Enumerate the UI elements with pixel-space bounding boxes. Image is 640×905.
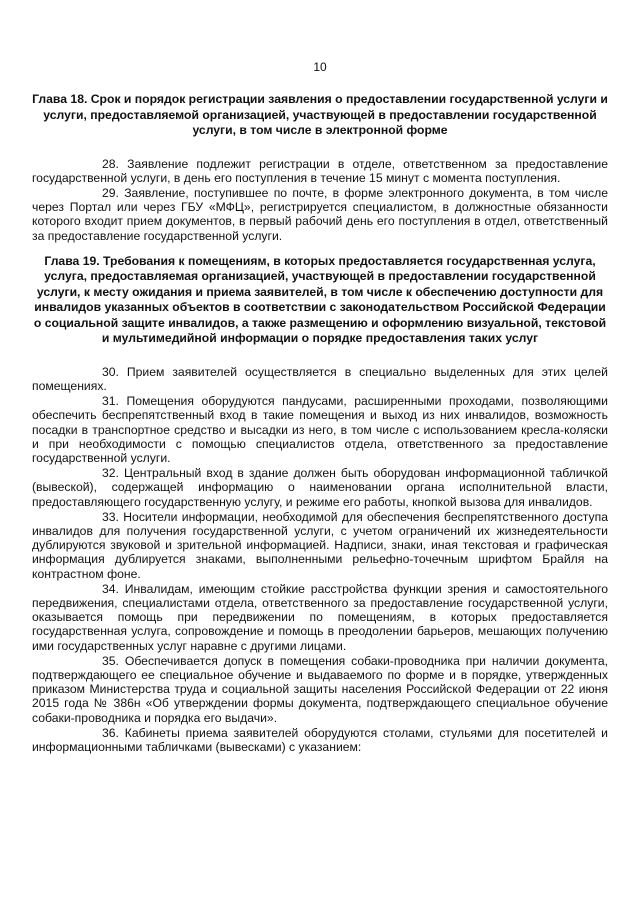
paragraph-29: 29. Заявление, поступившее по почте, в форме электронного документа, в том числе через Портал или через ГБУ «МФЦ», регистрируется специалистом, в должностные обязанности которого входит прием документов, в первый рабочий день его поступления в отдел, ответственный за предоставление государственной услуги.	[32, 185, 608, 243]
paragraph-35: 35. Обеспечивается допуск в помещения собаки-проводника при наличии документа, подтверждающего ее специальное обучение и выдаваемого по форме и в порядке, утвержденных приказом Министерства труда и социальной защиты населения Российской Федерации от 22 июня 2015 года № 386н «Об утверждении формы документа, подтверждающего специальное обучение собаки-проводника и порядка его выдачи».	[32, 653, 608, 725]
paragraph-32: 32. Центральный вход в здание должен быть оборудован информационной табличкой (вывеской), содержащей информацию о наименовании органа исполнительной власти, предоставляющего государственную услугу, и режиме его работы, кнопкой вызова для инвалидов.	[32, 466, 608, 509]
page-number: 10	[313, 60, 327, 74]
chapter-19-title: Глава 19. Требования к помещениям, в которых предоставляется государственная услуга, услуга, предоставляемая организацией, участвующей в предоставлении государственной услуги, к месту ожидания и приема заявителей, в том числе к обеспечению доступности для инвалидов указанных объектов в соответствии с законодательством Российской Федерации о социальной защите инвалидов, а также размещению и оформлению визуальной, текстовой и мультимедийной информации о порядке предоставления таких услуг	[33, 253, 607, 346]
chapter-18-title: Глава 18. Срок и порядок регистрации заявления о предоставлении государственной услуги и услуги, предоставляемой организацией, участвующей в предоставлении государственной услуги, в том числе в электронной форме	[32, 92, 608, 137]
paragraph-30: 30. Прием заявителей осуществляется в специально выделенных для этих целей помещениях.	[32, 364, 608, 393]
paragraph-33: 33. Носители информации, необходимой для обеспечения беспрепятственного доступа инвалидов для получения государственной услуги, с учетом ограничений их жизнедеятельности дублируются звуковой и зрительной информацией. Надписи, знаки, иная текстовая и графическая информация дублируется знаками, выполненными рельефно-точечным шрифтом Брайля на контрастном фоне.	[32, 509, 608, 581]
paragraph-34: 34. Инвалидам, имеющим стойкие расстройства функции зрения и самостоятельного передвижения, специалистами отдела, ответственного за предоставление государственной услуги, оказывается помощь при передвижении по помещениям, в которых предоставляется государственная услуга, сопровождение и помощь в преодолении барьеров, мешающих получению ими государственных услуг наравне с другими лицами.	[32, 581, 608, 653]
paragraph-36: 36. Кабинеты приема заявителей оборудуются столами, стульями для посетителей и информационными табличками (вывесками) с указанием:	[32, 725, 608, 754]
paragraph-31: 31. Помещения оборудуются пандусами, расширенными проходами, позволяющими обеспечить беспрепятственный вход в такие помещения и выход из них инвалидов, возможность посадки в транспортное средство и высадки из него, в том числе с использованием кресла-коляски и при необходимости с помощью специалистов отдела, ответственного за предоставление государственной услуги.	[32, 394, 608, 465]
paragraph-28: 28. Заявление подлежит регистрации в отделе, ответственном за предоставление государственной услуги, в день его поступления в течение 15 минут с момента поступления.	[32, 156, 608, 185]
